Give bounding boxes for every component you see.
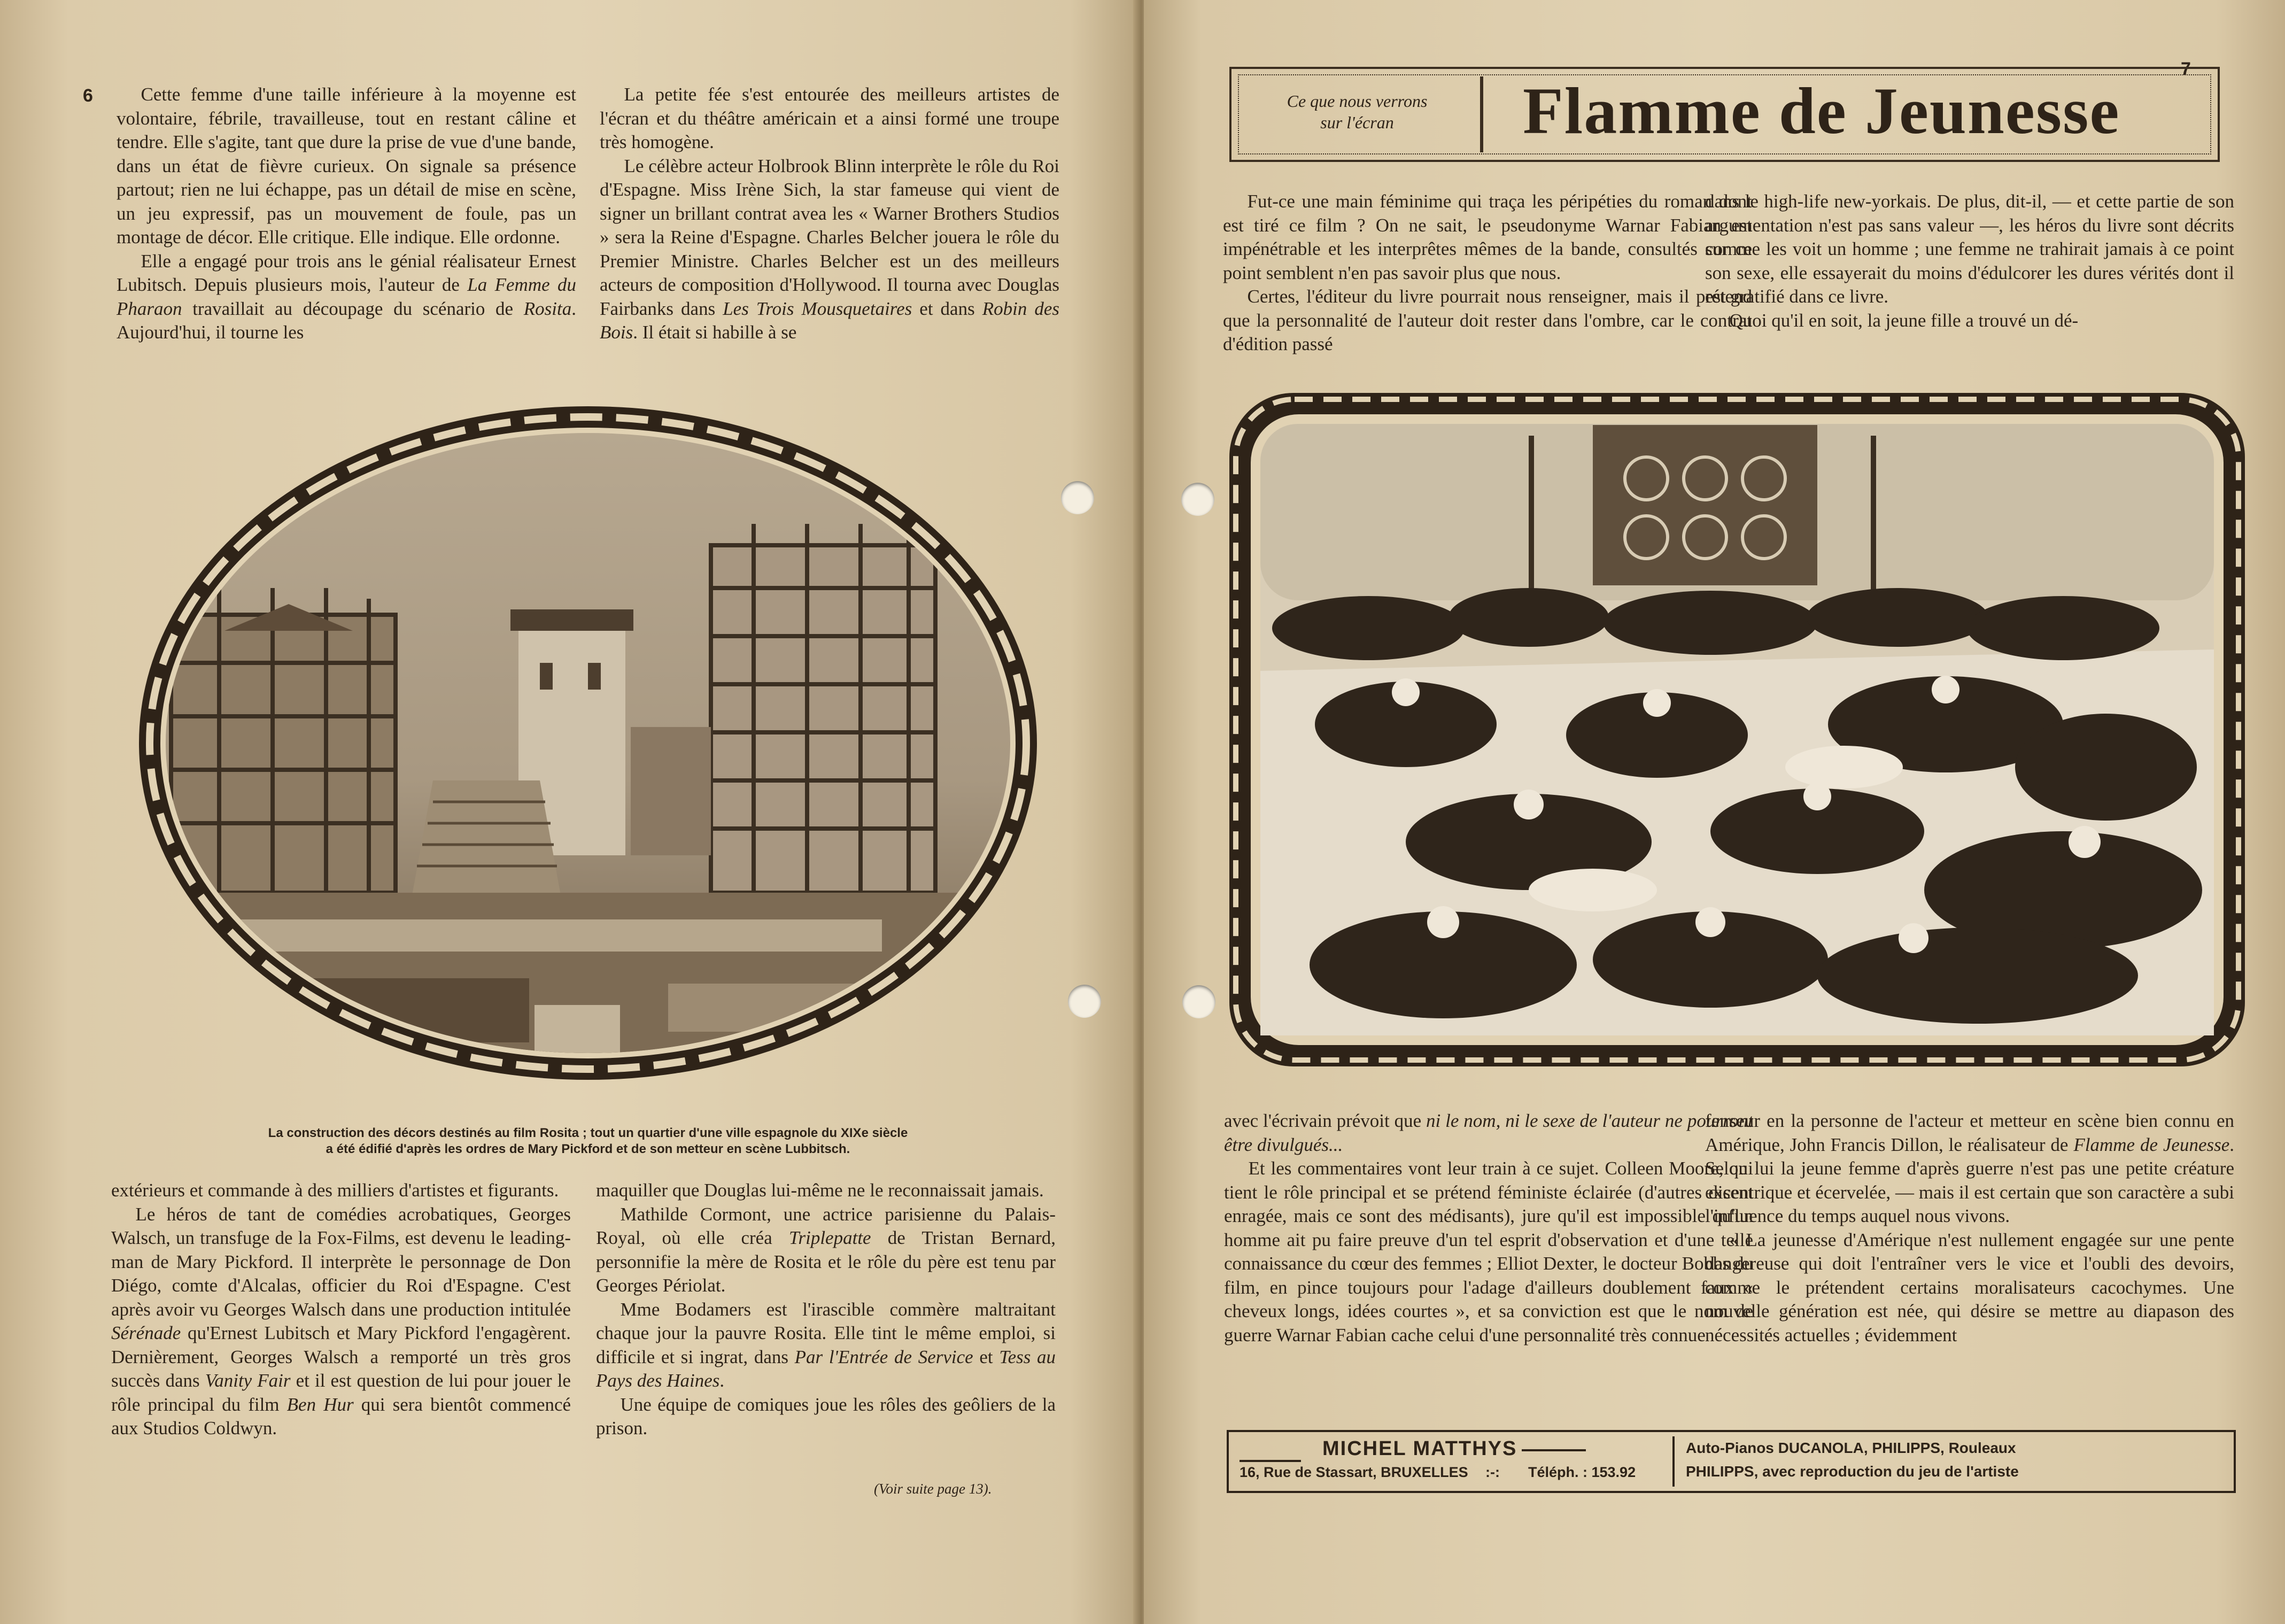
- paragraph: Quoi qu'il en soit, la jeune fille a trouvé un dé-: [1729, 310, 2079, 331]
- punch-hole: [1068, 985, 1101, 1018]
- right-page: [1144, 0, 2285, 1624]
- article-header: [1229, 67, 2220, 162]
- article-column-2-bottom: [1705, 1109, 2234, 1347]
- caption-line: a été édifié d'après les ordres de Mary Pickford et de son metteur en scène Lubbitsch.: [326, 1142, 850, 1156]
- punch-hole: [1182, 985, 1215, 1018]
- paragraph: Et les commentaires vont leur train à ce sujet. Colleen Moore, qui tient le rôle principal et se prétend féministe éclairée (d'autres disent enragée, mais ce sont des médisants), jure qu'il est impossible qu'un homme ait pu faire preuve d'un tel esprit d'observation et d'une telle connaissance du cœur des femmes ; Elliot Dexter, le docteur Bobbs du film, en pince toujours pour l'adage d'ailleurs doublement faux « cheveux longs, idées courtes », et sa conviction est que le nom de guerre Warnar Fabian cache celui d'une personnalité très connue: [1224, 1158, 1753, 1345]
- article-column-1-bottom: [1224, 1109, 1753, 1347]
- set-construction-photo: [134, 385, 1042, 1101]
- ad-phone: Téléph. : 153.92: [1528, 1464, 1636, 1480]
- paragraph: Le héros de tant de comédies acrobatiques, Georges Walsch, un transfuge de la Fox-Films, est devenu le leading-man de Mary Pickford. Il interprète le personnage de Don Diégo, comte d'Alcalas, officier du Roi d'Espagne. C'est après avoir vu Georges Walsch dans une production intitulée Sérénade qu'Ernest Lubitsch et Mary Pickford l'engagèrent. Dernièrement, Georges Walsch a remporté un très gros succès dans Vanity Fair et il est question de lui pour jouer le rôle principal du film Ben Hur qui sera bientôt commencé aux Studios Coldwyn.: [111, 1203, 571, 1439]
- paragraph: La petite fée s'est entourée des meilleurs artistes de l'écran et du théâtre américain et a ainsi formé une troupe très homogène.: [600, 84, 1059, 152]
- article-column-1-top: [117, 83, 576, 345]
- article-column-1-bottom: [111, 1179, 571, 1441]
- ad-company-name: MICHEL MATTHYS: [1322, 1437, 1517, 1460]
- ad-address: 16, Rue de Stassart, BRUXELLES: [1240, 1464, 1468, 1480]
- article-column-2-bottom: [596, 1179, 1056, 1441]
- article-column-1-top: [1223, 190, 1752, 357]
- paragraph: Mme Bodamers est l'irascible commère maltraitant chaque jour la pauvre Rosita. Elle tint le même emploi, si difficile et si ingrat, dans Par l'Entrée de Service et Tess au Pays des Haines.: [596, 1298, 1056, 1391]
- paragraph: « La jeunesse d'Amérique n'est nullement engagée sur une pente dangereuse qui doit l'entraîner vers le vice et l'oubli des devoirs, comme le prétendent certains moralisateurs cacochymes. Une nouvelle génération est née, qui désire se mettre au diapason des nécessités actuelles ; évidemment: [1705, 1229, 2234, 1345]
- paragraph: Le célèbre acteur Holbrook Blinn interprète le rôle du Roi d'Espagne. Miss Irène Sich, la star fameuse qui vient de signer un brillant contrat avea les « Warner Brothers Studios » sera la Reine d'Espagne. Charles Belcher jouera le rôle du Premier Ministre. Charles Belcher est un des meilleurs acteurs de composition d'Hollywood. Il tourna avec Douglas Fairbanks dans Les Trois Mousquetaires et dans Robin des Bois. Il était si habille à se: [600, 155, 1059, 343]
- caption-line: La construction des décors destinés au film Rosita ; tout un quartier d'une ville espagnole du XIXe siècle: [268, 1126, 908, 1140]
- kicker-line: sur l'écran: [1320, 113, 1394, 132]
- ad-product-line: PHILIPPS, avec reproduction du jeu de l'artiste: [1686, 1463, 2019, 1480]
- paragraph: fenseur en la personne de l'acteur et metteur en scène bien connu en Amérique, John Francis Dillon, le réalisateur de Flamme de Jeunesse. Selon lui la jeune femme d'après guerre n'est pas une petite créature excentrique et écervelée, — mais il est certain que son caractère a subi l'influence du temps auquel nous vivons.: [1705, 1110, 2235, 1226]
- ad-product-line: Auto-Pianos DUCANOLA, PHILIPPS, Rouleaux: [1686, 1440, 2016, 1456]
- paragraph: Fut-ce une main féminime qui traça les péripéties du roman dont est tiré ce film ? On ne sait, le pseudonyme Warnar Fabian est impénétrable et les interprêtes mêmes de la bande, consultés sur ce point semblent n'en pas savoir plus que nous.: [1223, 191, 1752, 283]
- party-scene-photo: [1229, 393, 2245, 1066]
- paragraph: Cette femme d'une taille inférieure à la moyenne est volontaire, fébrile, travailleuse, tout en restant câline et tendre. Elle s'agite, tant que dure la prise de vue d'une bande, dans un état de fièvre curieux. On signale sa présence partout; rien ne lui échappe, pas un détail de mise en scène, un jeu expressif, pas un mouvement de foule, pas un montage de décor. Elle critique. Elle indique. Elle ordonne.: [117, 84, 576, 248]
- paragraph: Une équipe de comiques joue les rôles des geôliers de la prison.: [596, 1394, 1056, 1439]
- ad-separator: :-:: [1485, 1464, 1500, 1480]
- header-kicker: [1242, 90, 1472, 133]
- punch-hole: [1061, 481, 1094, 514]
- continued-note: (Voir suite page 13).: [874, 1481, 992, 1497]
- paragraph: Mathilde Cormont, une actrice parisienne du Palais-Royal, où elle créa Triplepatte de Tristan Bernard, personnifie la mère de Rosita et le rôle du père est tenu par Georges Périolat.: [596, 1203, 1056, 1296]
- paragraph: avec l'écrivain prévoit que ni le nom, ni le sexe de l'auteur ne pourront être divulgués...: [1224, 1110, 1754, 1155]
- paragraph: maquiller que Douglas lui-même ne le reconnaissait jamais.: [596, 1180, 1044, 1201]
- page-number: 7: [2181, 59, 2191, 79]
- article-title: Flamme de Jeunesse: [1523, 74, 2120, 148]
- photo-caption: [128, 1125, 1048, 1157]
- kicker-line: Ce que nous verrons: [1287, 91, 1428, 111]
- left-page: [0, 0, 1138, 1624]
- article-column-2-top: [1705, 190, 2234, 332]
- article-column-2-top: [600, 83, 1059, 345]
- advertisement-box: [1227, 1430, 2236, 1493]
- paragraph: Elle a engagé pour trois ans le génial réalisateur Ernest Lubitsch. Depuis plusieurs mois, l'auteur de La Femme du Pharaon travaillait au découpage du scénario de Rosita. Aujourd'hui, il tourne les: [117, 250, 576, 343]
- paragraph: extérieurs et commande à des milliers d'artistes et figurants.: [111, 1180, 559, 1201]
- paragraph: dans le high-life new-yorkais. De plus, dit-il, — et cette partie de son argumentation n'est pas sans valeur —, les héros du livre sont décrits comme les voit un homme ; une femme ne trahirait jamais à ce point son sexe, elle essayerait du moins d'édulcorer les dures vérités dont il est gratifié dans ce livre.: [1705, 191, 2234, 307]
- page-number: 6: [83, 86, 93, 106]
- paragraph: Certes, l'éditeur du livre pourrait nous renseigner, mais il prétend que la personnalité de l'auteur doit rester dans l'ombre, car le contrat d'édition passé: [1223, 286, 1752, 354]
- punch-hole: [1181, 483, 1214, 516]
